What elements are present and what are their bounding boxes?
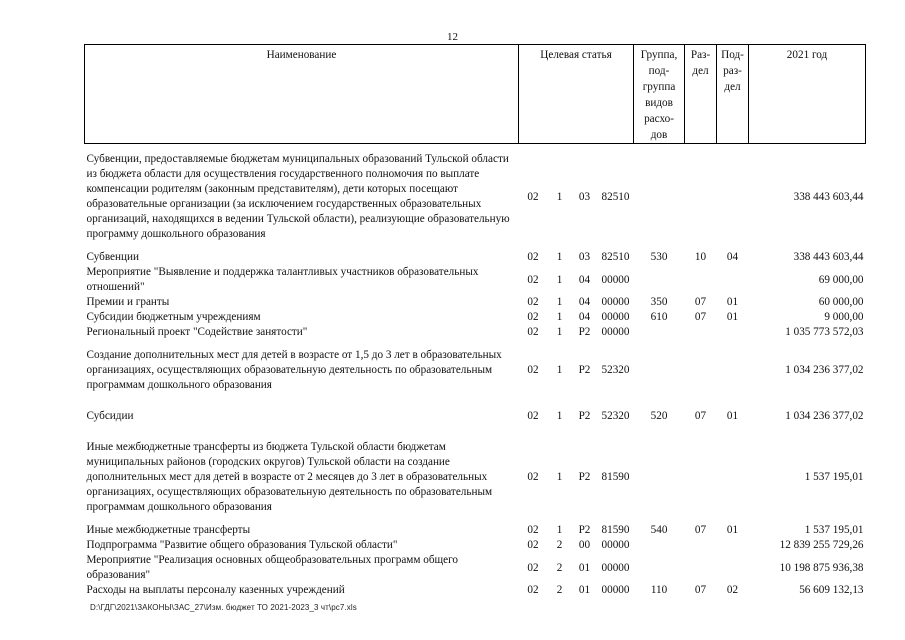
expense-group — [634, 553, 685, 583]
row-name: Субсидии бюджетным учреждениям — [86, 311, 261, 323]
target-code-direction: 52320 — [601, 364, 630, 376]
expense-group — [634, 432, 685, 523]
target-code-event: P2 — [578, 524, 591, 536]
subsection: 02 — [726, 584, 739, 596]
target-code-direction: 00000 — [601, 311, 630, 323]
amount: 60 000,00 — [818, 296, 864, 308]
expense-group: 110 — [650, 584, 668, 596]
target-code-direction: 00000 — [601, 273, 630, 286]
target-code-event: P2 — [578, 364, 591, 376]
row-name: Субсидии — [86, 410, 134, 422]
table-body — [85, 144, 866, 599]
table-row — [85, 523, 866, 538]
target-code-event: P2 — [578, 410, 591, 422]
section: 10 — [694, 251, 707, 263]
row-name: Мероприятие "Выявление и поддержка талантливых участников образовательных отношений" — [86, 266, 479, 293]
target-code-event: 03 — [578, 251, 591, 263]
target-code-event: 04 — [578, 311, 591, 323]
subsection — [717, 432, 749, 523]
header-target-article: Целевая статья — [519, 45, 634, 144]
target-code-program: 02 — [527, 584, 539, 596]
amount: 1 537 195,01 — [804, 471, 864, 483]
footer-file-path: D:\ГДГ\2021\ЗАКОНЫ\ЗАС_27\Изм. бюджет ТО 2021-2023_3 чт\рс7.xls — [90, 603, 357, 612]
subsection: 01 — [726, 311, 739, 323]
target-code-subprogram: 2 — [556, 561, 563, 574]
target-code-program: 02 — [527, 561, 539, 574]
row-name: Премии и гранты — [86, 296, 170, 308]
target-code-program: 02 — [527, 364, 539, 376]
table-row — [85, 144, 866, 251]
amount: 338 443 603,44 — [793, 251, 864, 263]
target-code-event: P2 — [578, 326, 591, 338]
row-name: Иные межбюджетные трансферты — [86, 524, 251, 536]
amount: 56 609 132,13 — [799, 584, 864, 596]
target-code-event: 01 — [578, 584, 591, 596]
target-code-direction: 00000 — [601, 561, 630, 574]
subsection — [717, 340, 749, 401]
target-code-subprogram: 1 — [556, 273, 563, 286]
amount: 1 537 195,01 — [804, 524, 864, 536]
section — [685, 538, 717, 553]
target-code-subprogram: 1 — [556, 410, 563, 422]
target-code-event: 01 — [578, 561, 591, 574]
expense-group — [634, 325, 685, 340]
subsection: 04 — [726, 251, 739, 263]
table-row — [85, 553, 866, 583]
table-row — [85, 340, 866, 401]
table-row — [85, 538, 866, 553]
amount: 1 034 236 377,02 — [785, 410, 864, 422]
target-code-direction: 81590 — [601, 524, 630, 536]
expense-group: 540 — [650, 524, 668, 536]
target-code-program: 02 — [527, 311, 539, 323]
target-code-subprogram: 2 — [556, 584, 563, 596]
target-code-event: 04 — [578, 273, 591, 286]
target-code-subprogram: 1 — [556, 311, 563, 323]
amount: 1 035 773 572,03 — [785, 326, 864, 338]
target-code-direction: 00000 — [601, 296, 630, 308]
row-name: Мероприятие "Реализация основных общеобразовательных программ общего образования" — [86, 554, 459, 581]
target-code-direction: 00000 — [601, 539, 630, 551]
target-code-program: 02 — [527, 273, 539, 286]
target-code-subprogram: 1 — [556, 364, 563, 376]
target-code-program: 02 — [527, 524, 539, 536]
table-header-row — [85, 45, 866, 144]
table-row — [85, 583, 866, 598]
header-section: Раз-дел — [685, 45, 717, 144]
section — [685, 325, 717, 340]
expense-group: 520 — [650, 410, 668, 422]
target-code-direction: 81590 — [601, 471, 630, 483]
expense-group: 530 — [650, 251, 668, 263]
expense-group — [634, 538, 685, 553]
target-code-event: 00 — [578, 539, 591, 551]
target-code-direction: 00000 — [601, 584, 630, 596]
target-code-program: 02 — [527, 471, 539, 483]
header-name: Наименование — [85, 45, 519, 144]
table-row — [85, 310, 866, 325]
target-code-event: 03 — [578, 190, 591, 203]
subsection: 01 — [726, 524, 739, 536]
section — [685, 265, 717, 295]
target-code-program: 02 — [527, 410, 539, 422]
amount: 1 034 236 377,02 — [785, 364, 864, 376]
target-code-program: 02 — [527, 539, 539, 551]
target-code-event: 04 — [578, 296, 591, 308]
header-year: 2021 год — [749, 45, 866, 144]
row-name: Подпрограмма "Развитие общего образования Тульской области" — [86, 539, 398, 551]
section — [685, 432, 717, 523]
subsection: 01 — [726, 296, 739, 308]
target-code-subprogram: 1 — [556, 296, 563, 308]
target-code-subprogram: 1 — [556, 471, 563, 483]
row-name: Создание дополнительных мест для детей в возрасте от 1,5 до 3 лет в образовательных организациях, осуществляющих образовательную деятельность по образовательным программам дошкольного образования — [86, 349, 502, 391]
subsection — [717, 265, 749, 295]
target-code-program: 02 — [527, 251, 539, 263]
row-name: Региональный проект "Содействие занятости" — [86, 326, 308, 338]
section — [685, 340, 717, 401]
table-row — [85, 325, 866, 340]
row-name: Иные межбюджетные трансферты из бюджета Тульской области бюджетам муниципальных районов (городских округов) Тульской области на создание дополнительных мест для детей в возрасте от 2 месяцев до 3 лет в образовательных организациях, осуществляющих образовательную деятельность по образовательным программам дошкольного образования — [86, 441, 493, 513]
amount: 12 839 255 729,26 — [779, 539, 864, 551]
expense-group: 350 — [650, 296, 668, 308]
target-code-subprogram: 1 — [556, 190, 563, 203]
subsection: 01 — [726, 410, 739, 422]
section: 07 — [694, 296, 707, 308]
subsection — [717, 538, 749, 553]
row-name: Субвенции, предоставляемые бюджетам муниципальных образований Тульской области из бюджета области для осуществления государственного полномочия по выплате компенсации родителям (законным представителям), дети которых посещают образовательные организации (за исключением государственных образовательных организаций, находящихся в ведении Тульской области), реализующие образовательную программу дошкольного образования — [86, 153, 510, 240]
expense-group — [634, 340, 685, 401]
table-row — [85, 295, 866, 310]
header-expense-group: Группа, под-группа видов расхо-дов — [634, 45, 685, 144]
amount: 338 443 603,44 — [793, 190, 864, 203]
target-code-direction: 52320 — [601, 410, 630, 422]
table-row — [85, 250, 866, 265]
target-code-subprogram: 1 — [556, 524, 563, 536]
amount: 69 000,00 — [818, 273, 864, 286]
amount: 9 000,00 — [824, 311, 864, 323]
page-number: 12 — [447, 31, 458, 43]
expense-group — [634, 265, 685, 295]
target-code-direction: 82510 — [601, 190, 630, 203]
subsection — [717, 325, 749, 340]
subsection — [717, 144, 749, 251]
table-row — [85, 432, 866, 523]
target-code-direction: 82510 — [601, 251, 630, 263]
target-code-program: 02 — [527, 296, 539, 308]
target-code-program: 02 — [527, 326, 539, 338]
row-name: Субвенции — [86, 251, 139, 263]
target-code-subprogram: 2 — [556, 539, 563, 551]
section: 07 — [694, 524, 707, 536]
target-code-event: P2 — [578, 471, 591, 483]
target-code-program: 02 — [527, 190, 539, 203]
target-code-subprogram: 1 — [556, 326, 563, 338]
target-code-direction: 00000 — [601, 326, 630, 338]
section — [685, 553, 717, 583]
target-code-subprogram: 1 — [556, 251, 563, 263]
section: 07 — [694, 410, 707, 422]
header-subsection: Под-раз-дел — [717, 45, 749, 144]
subsection — [717, 553, 749, 583]
expense-group: 610 — [650, 311, 668, 323]
section: 07 — [694, 584, 707, 596]
expense-group — [634, 144, 685, 251]
amount: 10 198 875 936,38 — [779, 561, 864, 574]
section: 07 — [694, 311, 707, 323]
table-row — [85, 401, 866, 432]
section — [685, 144, 717, 251]
table-row — [85, 265, 866, 295]
row-name: Расходы на выплаты персоналу казенных учреждений — [86, 584, 345, 596]
budget-table — [84, 44, 866, 598]
